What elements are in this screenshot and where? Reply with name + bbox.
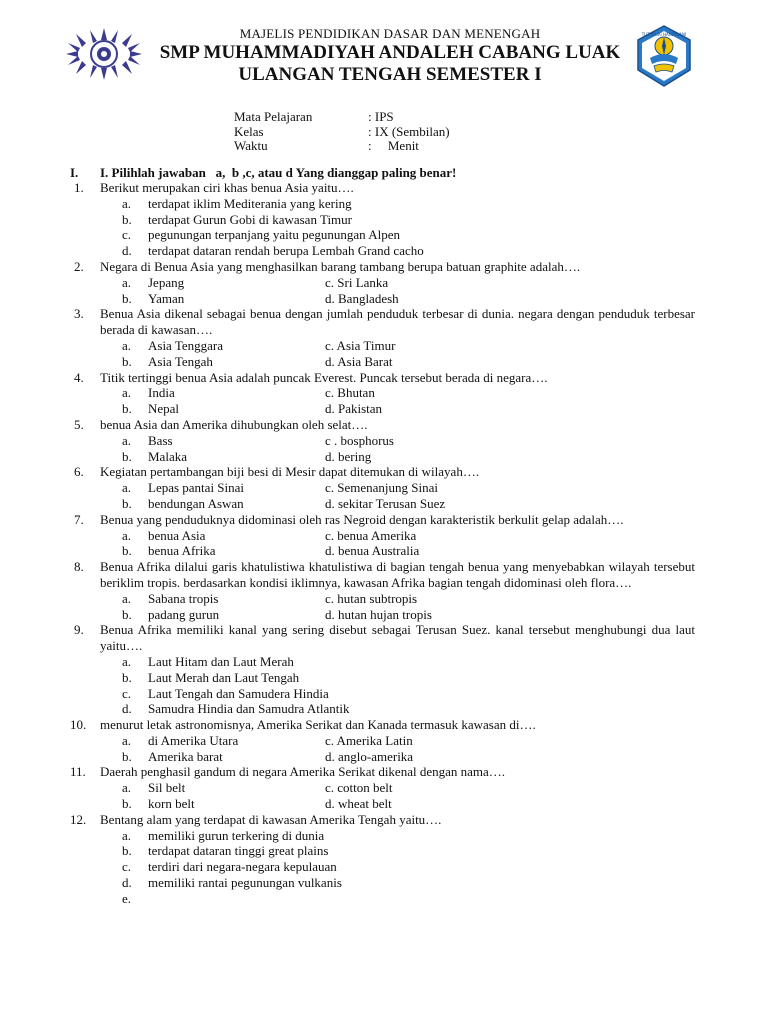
option-text-right: c. Sri Lanka bbox=[325, 274, 389, 290]
question-text: Titik tertinggi benua Asia adalah puncak Everest. Puncak tersebut berada di negara…. bbox=[100, 369, 548, 385]
answer-option bbox=[0, 670, 768, 686]
option-text: India bbox=[148, 385, 175, 401]
answer-options bbox=[0, 338, 768, 370]
option-text: padang gurun bbox=[148, 606, 220, 622]
answer-options bbox=[0, 385, 768, 417]
option-letter: c. bbox=[122, 685, 132, 701]
question-text: Benua Afrika memiliki kanal yang sering disebut sebagai Terusan Suez. kanal tersebut menghubungi dua laut yaitu…. bbox=[100, 622, 695, 654]
option-text-right: d. Pakistan bbox=[325, 401, 383, 417]
option-text: korn belt bbox=[148, 796, 195, 812]
question-stem bbox=[74, 559, 695, 591]
question-text: menurut letak astronomisnya, Amerika Serikat dan Kanada termasuk kawasan di…. bbox=[100, 717, 536, 733]
option-letter: b. bbox=[122, 796, 132, 812]
info-value: : IPS bbox=[368, 109, 394, 124]
answer-option bbox=[0, 701, 768, 717]
option-text: Asia Tengah bbox=[148, 353, 213, 369]
question-item bbox=[0, 417, 768, 464]
question-item bbox=[0, 370, 768, 417]
question-text: Bentang alam yang terdapat di kawasan Amerika Tengah yaitu…. bbox=[100, 811, 442, 827]
question-text: Benua Afrika dilalui garis khatulistiwa khatulistiwa di bagian tengah benua yang menyebabkan wilayah tersebut beriklim tropis. berdasarkan kondisi iklimnya, kawasan Afrika bagian tengah didominasi oleh flora…. bbox=[100, 559, 695, 590]
option-text-right: c. Amerika Latin bbox=[325, 732, 413, 748]
option-text-right: c. Bhutan bbox=[325, 385, 375, 401]
question-number: 5. bbox=[74, 416, 84, 432]
option-text-right: d. hutan hujan tropis bbox=[325, 606, 432, 622]
option-text-right: c. cotton belt bbox=[325, 780, 393, 796]
option-letter: a. bbox=[122, 432, 132, 448]
question-item bbox=[0, 622, 768, 717]
option-text: Amerika barat bbox=[148, 748, 223, 764]
info-value: : IX (Sembilan) bbox=[368, 123, 450, 139]
question-stem bbox=[74, 306, 695, 338]
option-letter: a. bbox=[122, 274, 132, 290]
option-text: Laut Tengah dan Samudera Hindia bbox=[148, 685, 329, 701]
option-letter: e. bbox=[122, 890, 132, 906]
question-number: 11. bbox=[70, 764, 86, 780]
question-stem bbox=[74, 511, 695, 528]
answer-option bbox=[0, 686, 768, 702]
answer-option bbox=[0, 654, 768, 670]
tut-wuri-handayani-logo-icon bbox=[632, 24, 696, 88]
option-text-right: d. benua Australia bbox=[325, 543, 420, 559]
answer-option-pair bbox=[0, 433, 768, 449]
school-name: SMP MUHAMMADIYAH ANDALEH CABANG LUAK bbox=[159, 42, 621, 63]
answer-option-pair bbox=[0, 275, 768, 291]
question-number: 9. bbox=[74, 622, 84, 638]
answer-option-pair bbox=[0, 338, 768, 354]
section-instruction: I. Pilihlah jawaban a, b ,c, atau d Yang dianggap paling benar! bbox=[100, 165, 457, 180]
option-text: Asia Tenggara bbox=[148, 337, 224, 353]
option-text: benua Asia bbox=[148, 527, 206, 543]
option-text: terdapat iklim Mediterania yang kering bbox=[148, 195, 352, 211]
question-item bbox=[0, 717, 768, 764]
info-label: Mata Pelajaran bbox=[234, 109, 313, 124]
answer-option-pair bbox=[0, 796, 768, 812]
option-letter: b. bbox=[122, 606, 132, 622]
question-item bbox=[0, 306, 768, 369]
option-letter: a. bbox=[122, 527, 132, 543]
question-stem bbox=[74, 416, 695, 433]
option-letter: b. bbox=[122, 290, 132, 306]
logo-caption: TUT WURI HANDAYANI bbox=[641, 32, 687, 37]
answer-option bbox=[0, 875, 768, 891]
option-letter: b. bbox=[122, 543, 132, 559]
option-text: Samudra Hindia dan Samudra Atlantik bbox=[148, 701, 350, 717]
option-text: Lepas pantai Sinai bbox=[148, 480, 245, 496]
option-text-right: c. Semenanjung Sinai bbox=[325, 480, 439, 496]
question-text: Berikut merupakan ciri khas benua Asia yaitu…. bbox=[100, 180, 354, 195]
answer-options bbox=[0, 828, 768, 907]
question-stem bbox=[70, 717, 695, 733]
option-letter: a. bbox=[122, 732, 132, 748]
question-text: benua Asia dan Amerika dihubungkan oleh selat…. bbox=[100, 416, 368, 432]
option-letter: c. bbox=[122, 227, 132, 243]
option-letter: a. bbox=[122, 480, 132, 496]
question-stem bbox=[74, 258, 695, 275]
option-letter: b. bbox=[122, 401, 132, 417]
answer-option-pair bbox=[0, 291, 768, 307]
answer-option bbox=[0, 243, 768, 259]
answer-options bbox=[0, 654, 768, 717]
option-text-right: c. Asia Timur bbox=[325, 337, 396, 353]
option-text-right: d. bering bbox=[325, 448, 372, 464]
option-text: Nepal bbox=[148, 401, 180, 417]
option-text-right: d. Bangladesh bbox=[325, 290, 399, 306]
info-label: Waktu bbox=[234, 138, 268, 154]
answer-option-pair bbox=[0, 354, 768, 370]
answer-option bbox=[0, 227, 768, 243]
question-text: Daerah penghasil gandum di negara Amerika Serikat dikenal dengan nama…. bbox=[100, 764, 506, 780]
answer-option-pair bbox=[0, 733, 768, 749]
option-letter: d. bbox=[122, 243, 132, 259]
question-item bbox=[0, 764, 768, 811]
option-letter: d. bbox=[122, 701, 132, 717]
question-item bbox=[0, 559, 768, 622]
question-number: 2. bbox=[74, 258, 84, 274]
question-number: 10. bbox=[70, 717, 87, 733]
option-text: Laut Merah dan Laut Tengah bbox=[148, 669, 300, 685]
option-text: Sabana tropis bbox=[148, 590, 219, 606]
option-text: terdapat dataran tinggi great plains bbox=[148, 843, 329, 859]
option-text: pegunungan terpanjang yaitu pegunungan Alpen bbox=[148, 227, 400, 243]
header-line-1: MAJELIS PENDIDIKAN DASAR DAN MENENGAH bbox=[239, 26, 541, 41]
option-text: terdapat dataran rendah berupa Lembah Grand cacho bbox=[148, 243, 424, 259]
option-text-right: c. benua Amerika bbox=[325, 527, 417, 543]
answer-options bbox=[0, 433, 768, 465]
answer-option-pair bbox=[0, 607, 768, 623]
question-stem bbox=[74, 180, 695, 196]
option-text: bendungan Aswan bbox=[148, 495, 244, 511]
option-letter: b. bbox=[122, 495, 132, 511]
question-item bbox=[0, 259, 768, 306]
option-text-right: d. Asia Barat bbox=[325, 353, 393, 369]
answer-option-pair bbox=[0, 749, 768, 765]
answer-option bbox=[0, 891, 768, 907]
option-letter: a. bbox=[122, 337, 132, 353]
option-letter: a. bbox=[122, 590, 132, 606]
option-letter: b. bbox=[122, 211, 132, 227]
answer-option bbox=[0, 828, 768, 844]
question-stem bbox=[74, 622, 695, 654]
option-text-right: d. sekitar Terusan Suez bbox=[325, 495, 446, 511]
option-letter: d. bbox=[122, 875, 132, 891]
option-text: Jepang bbox=[148, 274, 185, 290]
question-text: Kegiatan pertambangan biji besi di Mesir dapat ditemukan di wilayah…. bbox=[100, 464, 480, 480]
info-label: Kelas bbox=[234, 123, 264, 139]
option-text: memiliki rantai pegunungan vulkanis bbox=[148, 875, 342, 891]
answer-option-pair bbox=[0, 385, 768, 401]
answer-option-pair bbox=[0, 449, 768, 465]
exam-title: ULANGAN TENGAH SEMESTER I bbox=[238, 64, 542, 85]
question-number: 4. bbox=[74, 369, 84, 385]
option-letter: a. bbox=[122, 653, 132, 669]
option-text: di Amerika Utara bbox=[148, 732, 239, 748]
option-text: Malaka bbox=[148, 448, 187, 464]
answer-options bbox=[0, 480, 768, 512]
answer-option bbox=[0, 843, 768, 859]
option-text: memiliki gurun terkering di dunia bbox=[148, 827, 325, 843]
answer-options bbox=[0, 275, 768, 307]
option-text: benua Afrika bbox=[148, 543, 216, 559]
answer-options bbox=[0, 733, 768, 765]
question-stem bbox=[70, 811, 695, 828]
answer-option bbox=[0, 212, 768, 228]
answer-option-pair bbox=[0, 780, 768, 796]
answer-options bbox=[0, 196, 768, 259]
option-letter: b. bbox=[122, 843, 132, 859]
option-text-right: c. hutan subtropis bbox=[325, 590, 418, 606]
option-letter: b. bbox=[122, 448, 132, 464]
question-number: 7. bbox=[74, 511, 84, 527]
question-stem bbox=[74, 464, 695, 480]
option-text-right: d. wheat belt bbox=[325, 796, 392, 812]
option-letter: a. bbox=[122, 780, 132, 796]
option-letter: a. bbox=[122, 385, 132, 401]
answer-option bbox=[0, 196, 768, 212]
option-text: Yaman bbox=[148, 290, 185, 306]
question-number: 6. bbox=[74, 464, 84, 480]
answer-option bbox=[0, 859, 768, 875]
answer-options bbox=[0, 591, 768, 623]
option-text-right: d. anglo-amerika bbox=[325, 748, 414, 764]
option-text: Laut Hitam dan Laut Merah bbox=[148, 653, 294, 669]
question-list bbox=[0, 180, 768, 907]
section-number: I. bbox=[70, 165, 79, 180]
question-text: Negara di Benua Asia yang menghasilkan barang tambang berupa batuan graphite adalah…. bbox=[100, 258, 581, 274]
question-number: 1. bbox=[74, 180, 84, 195]
option-letter: b. bbox=[122, 353, 132, 369]
answer-option-pair bbox=[0, 528, 768, 544]
option-letter: b. bbox=[122, 748, 132, 764]
option-text: Bass bbox=[148, 432, 173, 448]
option-text-right: c . bosphorus bbox=[325, 432, 394, 448]
answer-option-pair bbox=[0, 496, 768, 512]
question-text: Benua Asia dikenal sebagai benua dengan jumlah penduduk terbesar di dunia. negara dengan penduduk terbesar berada di kawasan…. bbox=[100, 306, 695, 338]
option-letter: a. bbox=[122, 827, 132, 843]
question-item bbox=[0, 812, 768, 907]
answer-option-pair bbox=[0, 401, 768, 417]
question-item bbox=[0, 464, 768, 511]
question-number: 12. bbox=[70, 811, 87, 827]
answer-option-pair bbox=[0, 591, 768, 607]
option-letter: b. bbox=[122, 669, 132, 685]
question-item bbox=[0, 512, 768, 559]
question-number: 3. bbox=[74, 306, 84, 322]
option-letter: a. bbox=[122, 195, 132, 211]
option-letter: c. bbox=[122, 859, 132, 875]
question-stem bbox=[70, 764, 695, 780]
option-text: terdapat Gurun Gobi di kawasan Timur bbox=[148, 211, 353, 227]
question-text: Benua yang penduduknya didominasi oleh ras Negroid dengan karakteristik berkulit gelap adalah…. bbox=[100, 511, 624, 527]
answer-option-pair bbox=[0, 480, 768, 496]
info-value: : Menit bbox=[368, 138, 419, 154]
answer-options bbox=[0, 780, 768, 812]
answer-option-pair bbox=[0, 543, 768, 559]
question-item bbox=[0, 180, 768, 259]
answer-options bbox=[0, 528, 768, 560]
option-text: terdiri dari negara-negara kepulauan bbox=[148, 859, 337, 875]
option-text: Sil belt bbox=[148, 780, 186, 796]
document-header bbox=[60, 22, 720, 92]
question-number: 8. bbox=[74, 559, 84, 575]
question-stem bbox=[74, 369, 695, 386]
